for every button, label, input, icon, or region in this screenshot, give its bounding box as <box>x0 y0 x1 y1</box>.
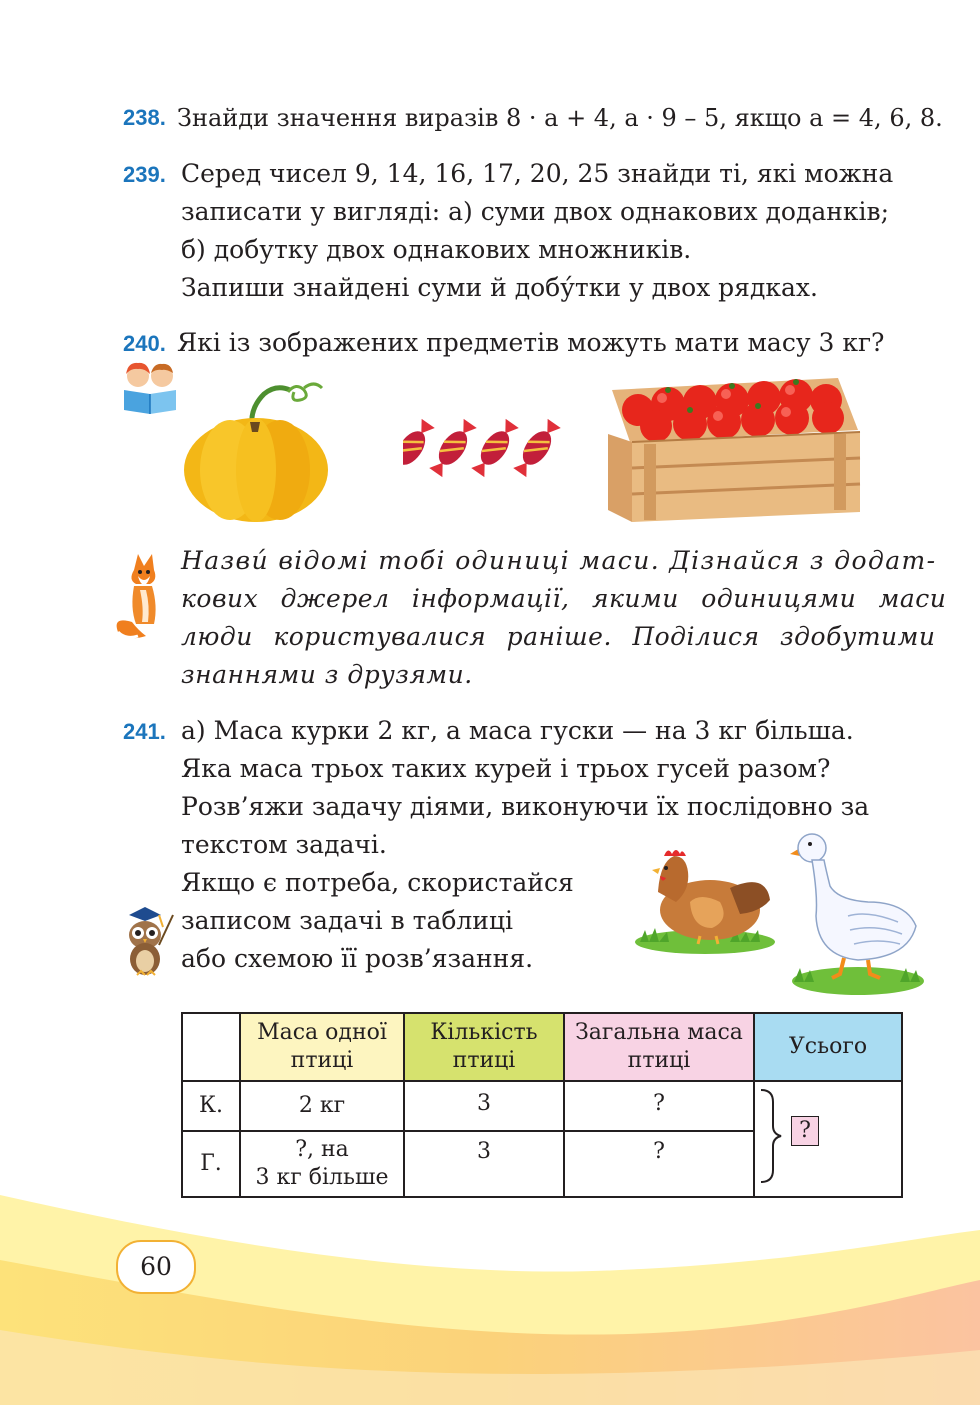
reading-kids-icon <box>118 360 184 416</box>
goose-count: 3 <box>404 1131 564 1197</box>
table-header-empty <box>182 1013 240 1081</box>
fox-icon <box>112 548 178 642</box>
header-count: Кількість птиці <box>404 1013 564 1081</box>
exercise-240-number: 240. <box>123 331 166 356</box>
goose-mass-line-2: 3 кг більше <box>255 1165 389 1190</box>
exercise-239-line-3: б) добутку двох однакових множників. <box>181 235 692 264</box>
exercise-239-line-1: Серед чисел 9, 14, 16, 17, 20, 25 знайди ті, які можна <box>181 159 894 188</box>
header-total: Загальна маса птиці <box>564 1013 754 1081</box>
goose-mass-line-1: ?, на <box>295 1137 349 1162</box>
page-number: 60 <box>116 1240 196 1294</box>
hen-total: ? <box>564 1081 754 1131</box>
goose-mass <box>240 1131 404 1197</box>
note-line-1: Назви́ відомі тобі одиниці маси. Дізнайся з додат- <box>181 546 937 575</box>
overall-cell <box>754 1081 902 1197</box>
exercise-241-line-7: або схемою її розв’язання. <box>181 944 534 973</box>
header-overall: Усього <box>754 1013 902 1081</box>
exercise-239-line-4: Запиши знайдені суми й добу́тки у двох рядках. <box>181 273 818 302</box>
brace-icon <box>757 1088 787 1184</box>
exercise-238-text: Знайди значення виразів 8 · a + 4, a · 9 – 5, якщо a = 4, 6, 8. <box>177 104 943 132</box>
exercise-241-line-4: текстом задачі. <box>181 830 387 859</box>
note-line-2: кових джерел інформації, якими одиницями маси <box>181 584 947 613</box>
note-line-3: люди користувалися раніше. Поділися здобутими <box>181 622 936 651</box>
row-label-hen: К. <box>182 1081 240 1131</box>
header-mass: Маса одної птиці <box>240 1013 404 1081</box>
exercise-238-number: 238. <box>123 105 166 130</box>
exercise-241-line-3: Розв’яжи задачу діями, виконуючи їх послідовно за <box>181 792 870 821</box>
pumpkin-icon <box>180 378 340 526</box>
exercise-239-line-2: записати у вигляді: а) суми двох однакових доданків; <box>181 197 890 226</box>
goose-total: ? <box>564 1131 754 1197</box>
table-row <box>182 1081 902 1131</box>
exercise-240-text: Які із зображених предметів можуть мати масу 3 кг? <box>177 328 885 357</box>
tomato-crate-icon <box>608 370 863 525</box>
solution-table <box>181 1012 903 1198</box>
hen-mass: 2 кг <box>240 1081 404 1131</box>
hen-count: 3 <box>404 1081 564 1131</box>
exercise-241-line-1: а) Маса курки 2 кг, а маса гуски — на 3 кг більша. <box>181 716 854 745</box>
table-header-row <box>182 1013 902 1081</box>
note-line-4: знаннями з друзями. <box>181 660 473 689</box>
row-label-goose: Г. <box>182 1131 240 1197</box>
exercise-241-line-6: записом задачі в таблиці <box>181 906 514 935</box>
exercise-241-line-5: Якщо є потреба, скористайся <box>181 868 574 897</box>
hen-icon <box>630 842 780 957</box>
exercise-241-line-2: Яка маса трьох таких курей і трьох гусей разом? <box>181 754 831 783</box>
goose-icon <box>788 826 928 998</box>
owl-teacher-icon <box>115 905 177 977</box>
exercise-241-number: 241. <box>123 719 166 744</box>
exercise-239-number: 239. <box>123 162 166 187</box>
candies-icon <box>403 410 573 486</box>
overall-question: ? <box>791 1116 819 1146</box>
